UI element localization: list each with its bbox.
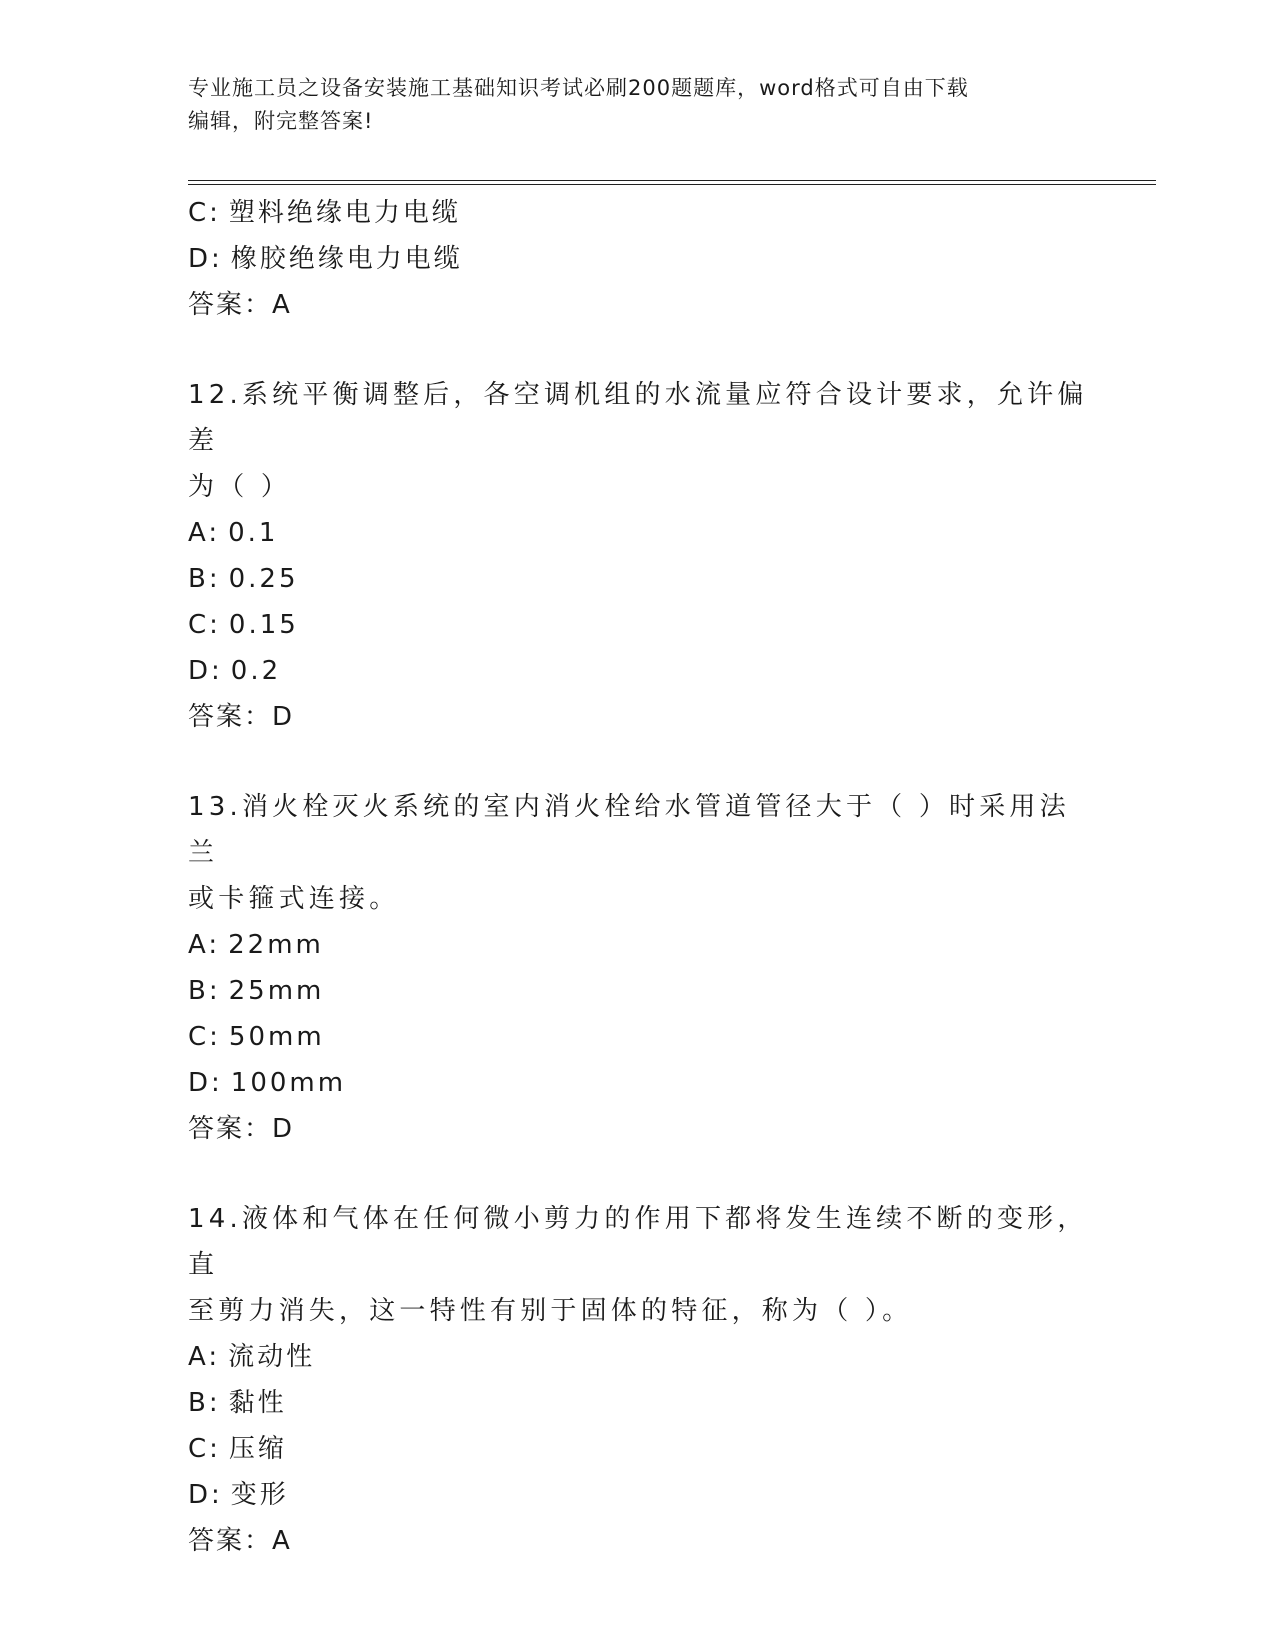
question-stem-line-2: 为（ ） <box>188 472 292 502</box>
option-key: C <box>188 1434 210 1464</box>
question-spacer <box>188 740 1088 784</box>
question-number: 13. <box>188 792 242 822</box>
option-text: 压缩 <box>228 1434 287 1464</box>
option-key: B <box>188 1388 209 1418</box>
option-key: D <box>188 656 212 686</box>
option-key: A <box>188 1342 209 1372</box>
option-key: B <box>188 564 209 594</box>
option-key: C <box>188 610 210 640</box>
option-c <box>188 190 1088 236</box>
option-separator: : <box>208 564 221 594</box>
option-text: 橡胶绝缘电力电缆 <box>230 244 463 274</box>
option-separator: : <box>208 1342 221 1372</box>
option-separator: : <box>209 1022 221 1052</box>
option-separator: : <box>208 976 221 1006</box>
option-separator: : <box>211 244 223 274</box>
option-text: 0.15 <box>228 610 299 640</box>
answer-value: A <box>272 1526 292 1556</box>
option-key: D <box>188 244 212 274</box>
question-list <box>188 190 1088 1564</box>
option-key: C <box>188 198 210 228</box>
header-divider <box>188 180 1156 185</box>
option-d <box>188 1472 1088 1518</box>
option-c <box>188 1426 1088 1472</box>
option-text: 25mm <box>228 976 325 1006</box>
question-number: 14. <box>188 1204 242 1234</box>
question-number: 12. <box>188 380 242 410</box>
option-text: 变形 <box>230 1480 289 1510</box>
option-a <box>188 1334 1088 1380</box>
option-key: A <box>188 930 209 960</box>
answer-line <box>188 282 1088 328</box>
option-key: D <box>188 1068 212 1098</box>
answer-line <box>188 694 1088 740</box>
question-stem-line-2: 至剪力消失，这一特性有别于固体的特征，称为（ ）。 <box>188 1296 913 1326</box>
answer-line <box>188 1106 1088 1152</box>
option-b <box>188 556 1088 602</box>
answer-label: 答案： <box>188 290 273 320</box>
option-separator: : <box>209 198 221 228</box>
question-spacer <box>188 1152 1088 1196</box>
answer-value: D <box>272 702 295 732</box>
question-12 <box>188 372 1088 740</box>
option-text: 0.1 <box>228 518 279 548</box>
option-separator: : <box>211 1480 223 1510</box>
option-separator: : <box>209 1434 221 1464</box>
header-line-2: 编辑，附完整答案! <box>188 109 374 133</box>
option-b <box>188 968 1088 1014</box>
option-separator: : <box>208 518 221 548</box>
option-text: 塑料绝缘电力电缆 <box>228 198 461 228</box>
option-a <box>188 510 1088 556</box>
option-key: A <box>188 518 209 548</box>
option-text: 流动性 <box>228 1342 316 1372</box>
option-text: 0.25 <box>228 564 299 594</box>
option-text: 50mm <box>228 1022 325 1052</box>
option-text: 黏性 <box>228 1388 287 1418</box>
option-c <box>188 602 1088 648</box>
option-key: B <box>188 976 209 1006</box>
option-separator: : <box>211 656 223 686</box>
question-13 <box>188 784 1088 1152</box>
option-text: 100mm <box>230 1068 347 1098</box>
answer-value: A <box>272 290 292 320</box>
question-spacer <box>188 328 1088 372</box>
option-b <box>188 1380 1088 1426</box>
question-stem-line-2: 或卡箍式连接。 <box>188 884 400 914</box>
option-d <box>188 1060 1088 1106</box>
option-separator: : <box>208 1388 221 1418</box>
option-d <box>188 236 1088 282</box>
question-stem <box>188 1196 1088 1334</box>
option-separator: : <box>208 930 221 960</box>
question-stem-line-1: 消火栓灭火系统的室内消火栓给水管道管径大于（ ）时采用法兰 <box>188 792 1070 868</box>
question-stem-line-1: 液体和气体在任何微小剪力的作用下都将发生连续不断的变形，直 <box>188 1204 1088 1280</box>
answer-label: 答案： <box>188 1526 273 1556</box>
answer-label: 答案： <box>188 1114 273 1144</box>
option-key: D <box>188 1480 212 1510</box>
question-stem <box>188 784 1088 922</box>
answer-label: 答案： <box>188 702 273 732</box>
answer-line <box>188 1518 1088 1564</box>
option-text: 22mm <box>228 930 324 960</box>
header-line-1: 专业施工员之设备安装施工基础知识考试必刷200题题库，word格式可自由下载 <box>188 76 969 100</box>
option-c <box>188 1014 1088 1060</box>
question-stem <box>188 372 1088 510</box>
question-14 <box>188 1196 1088 1564</box>
option-separator: : <box>211 1068 223 1098</box>
option-d <box>188 648 1088 694</box>
option-text: 0.2 <box>230 656 282 686</box>
document-header <box>188 72 1068 138</box>
option-key: C <box>188 1022 210 1052</box>
option-a <box>188 922 1088 968</box>
question-stem-line-1: 系统平衡调整后，各空调机组的水流量应符合设计要求，允许偏差 <box>188 380 1088 456</box>
answer-value: D <box>272 1114 295 1144</box>
option-separator: : <box>209 610 221 640</box>
question-partial <box>188 190 1088 328</box>
